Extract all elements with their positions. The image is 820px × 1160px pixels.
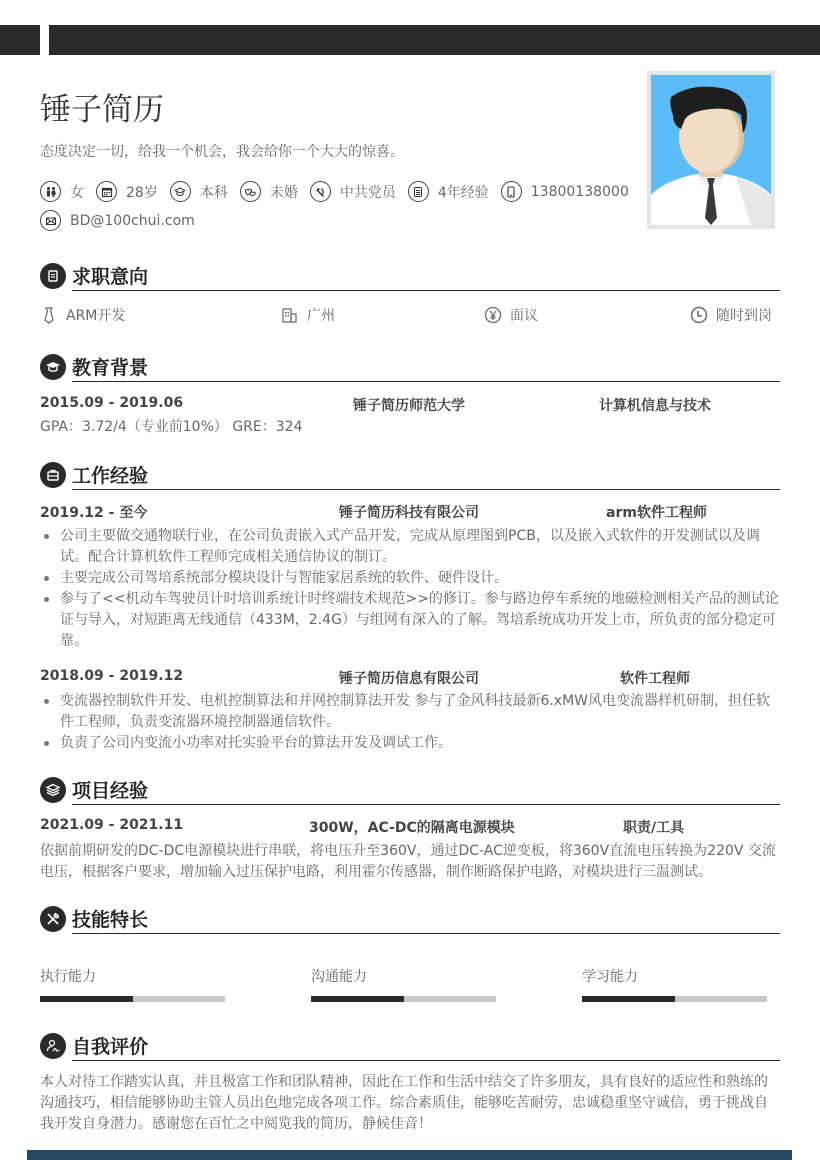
- skill-label: 学习能力: [582, 969, 638, 985]
- job-position: 软件工程师: [620, 671, 690, 687]
- job-row: [40, 502, 780, 522]
- resume-motto: 态度决定一切，给我一个机会，我会给你一个大大的惊喜。: [40, 144, 404, 160]
- personal-info-row: [40, 181, 641, 202]
- list-item: 变流器控制软件开发、电机控制算法和并网控制算法开发 参与了金风科技最新6.xMW风电变流器样机研制，担任软件工程师，负责变流器环境控制器通信软件。: [40, 691, 780, 733]
- job-period: 2019.12 - 至今: [40, 505, 148, 521]
- job-row: [40, 668, 780, 688]
- project-role: 职责/工具: [623, 820, 685, 836]
- briefcase-icon: [40, 462, 66, 488]
- section-education: [40, 352, 780, 382]
- education-period: 2015.09 - 2019.06: [40, 395, 184, 411]
- calendar-icon: [96, 181, 117, 202]
- section-title: 自我评价: [72, 1036, 149, 1058]
- info-marital: 未婚: [240, 181, 298, 202]
- education-school: 锤子简历师范大学: [353, 398, 465, 414]
- section-self-evaluation: [40, 1031, 780, 1061]
- education-detail: GPA：3.72/4（专业前10%） GRE：324: [40, 419, 303, 435]
- job-company: 锤子简历科技有限公司: [339, 505, 479, 521]
- section-divider: [72, 1060, 780, 1062]
- section-divider: [72, 489, 780, 491]
- section-title: 求职意向: [72, 266, 149, 288]
- section-title: 项目经验: [72, 780, 149, 802]
- tie-icon: [40, 306, 58, 324]
- project-period: 2021.09 - 2021.11: [40, 817, 184, 833]
- info-political: 中共党员: [310, 181, 396, 202]
- skill-bar-track: [311, 996, 496, 1002]
- section-divider: [72, 290, 780, 292]
- skill-bar-fill: [40, 996, 133, 1002]
- info-gender: 女: [40, 181, 84, 202]
- info-email[interactable]: BD@100chui.com: [40, 210, 195, 231]
- project-name: 300W，AC-DC的隔离电源模块: [309, 820, 515, 836]
- resume-name: 锤子简历: [40, 92, 164, 128]
- section-divider: [72, 804, 780, 806]
- skill-bar-fill: [582, 996, 675, 1002]
- mail-icon: [40, 210, 61, 231]
- skill-label: 沟通能力: [311, 969, 367, 985]
- section-project: [40, 775, 780, 805]
- intent-salary: 面议: [484, 305, 538, 325]
- hearts-icon: [240, 181, 261, 202]
- skill-bar-track: [40, 996, 225, 1002]
- section-divider: [72, 381, 780, 383]
- skill-label: 执行能力: [40, 969, 96, 985]
- project-description: 依据前期研发的DC-DC电源模块进行串联，将电压升至360V，通过DC-AC逆变板，将360V直流电压转换为220V 交流电压，根据客户要求，增加输入过压保护电路，利用霍尔传感器，制作断路保护电路，对模块进行三温测试。: [40, 843, 776, 880]
- section-work: [40, 460, 780, 490]
- section-divider: [72, 933, 780, 935]
- tools-icon: [40, 906, 66, 932]
- job-bullets: [40, 691, 780, 754]
- section-job-intent: [40, 261, 780, 291]
- header-bar-right: [49, 25, 820, 55]
- skill-bar-fill: [311, 996, 404, 1002]
- list-item: 主要完成公司驾培系统部分模块设计与智能家居系统的软件、硬件设计。: [40, 568, 780, 589]
- clock-icon: [690, 306, 708, 324]
- intent-availability: 随时到岗: [690, 305, 772, 325]
- contact-info-row: [40, 210, 207, 231]
- avatar: [651, 75, 771, 225]
- project-row: [40, 817, 780, 837]
- profile-photo: [647, 71, 775, 229]
- layers-icon: [40, 777, 66, 803]
- skill-communication: [311, 966, 496, 1002]
- education-row: [40, 395, 780, 415]
- skill-execution: [40, 966, 225, 1002]
- job-position: arm软件工程师: [606, 505, 707, 521]
- info-age: 28岁: [96, 181, 158, 202]
- graduation-cap-icon: [170, 181, 191, 202]
- list-item: 公司主要做交通物联行业，在公司负责嵌入式产品开发，完成从原理图到PCB，以及嵌入式软件的开发测试以及调试。配合计算机软件工程师完成相关通信协议的制订。: [40, 526, 780, 568]
- skill-learning: [582, 966, 767, 1002]
- list-item: 负责了公司内变流小功率对托实验平台的算法开发及调试工作。: [40, 733, 780, 754]
- list-item: 参与了<<机动车驾驶员计时培训系统计时终端技术规范>>的修订。参与路边停车系统的地磁检测相关产品的测试论证与导入，对短距离无线通信（433M，2.4G）与组网有深入的了解。驾培系统成功开发上市，所负责的部分稳定可靠。: [40, 589, 780, 652]
- section-title: 技能特长: [72, 909, 149, 931]
- section-skills: [40, 904, 780, 934]
- info-experience: 4年经验: [408, 181, 489, 202]
- self-evaluation-text: 本人对待工作踏实认真，并且极富工作和团队精神，因此在工作和生活中结交了许多朋友，具有良好的适应性和熟练的沟通技巧，相信能够协助主管人员出色地完成各项工作。综合素质佳，能够吃苦耐劳，忠诚稳重坚守诚信，勇于挑战自我开发自身潜力。感谢您在百忙之中阅览我的简历，静候佳音！: [40, 1074, 768, 1132]
- phone-icon: [501, 181, 522, 202]
- building-icon: [281, 306, 299, 324]
- intent-city: 广州: [281, 305, 335, 325]
- education-major: 计算机信息与技术: [599, 398, 711, 414]
- clipboard-icon: [408, 181, 429, 202]
- footer-bar: [27, 1150, 792, 1160]
- hammer-sickle-icon: [310, 181, 331, 202]
- graduation-cap-icon: [40, 354, 66, 380]
- user-sign-icon: [40, 1033, 66, 1059]
- info-education: 本科: [170, 181, 228, 202]
- section-title: 工作经验: [72, 465, 149, 487]
- info-phone[interactable]: 13800138000: [501, 181, 629, 202]
- job-company: 锤子简历信息有限公司: [339, 671, 479, 687]
- job-period: 2018.09 - 2019.12: [40, 668, 184, 684]
- skill-bar-track: [582, 996, 767, 1002]
- job-bullets: [40, 526, 780, 652]
- header-bar-left: [0, 25, 40, 55]
- gender-icon: [40, 181, 61, 202]
- intent-position: ARM开发: [40, 305, 125, 325]
- yen-icon: [484, 306, 502, 324]
- section-title: 教育背景: [72, 357, 149, 379]
- clipboard-icon: [40, 263, 66, 289]
